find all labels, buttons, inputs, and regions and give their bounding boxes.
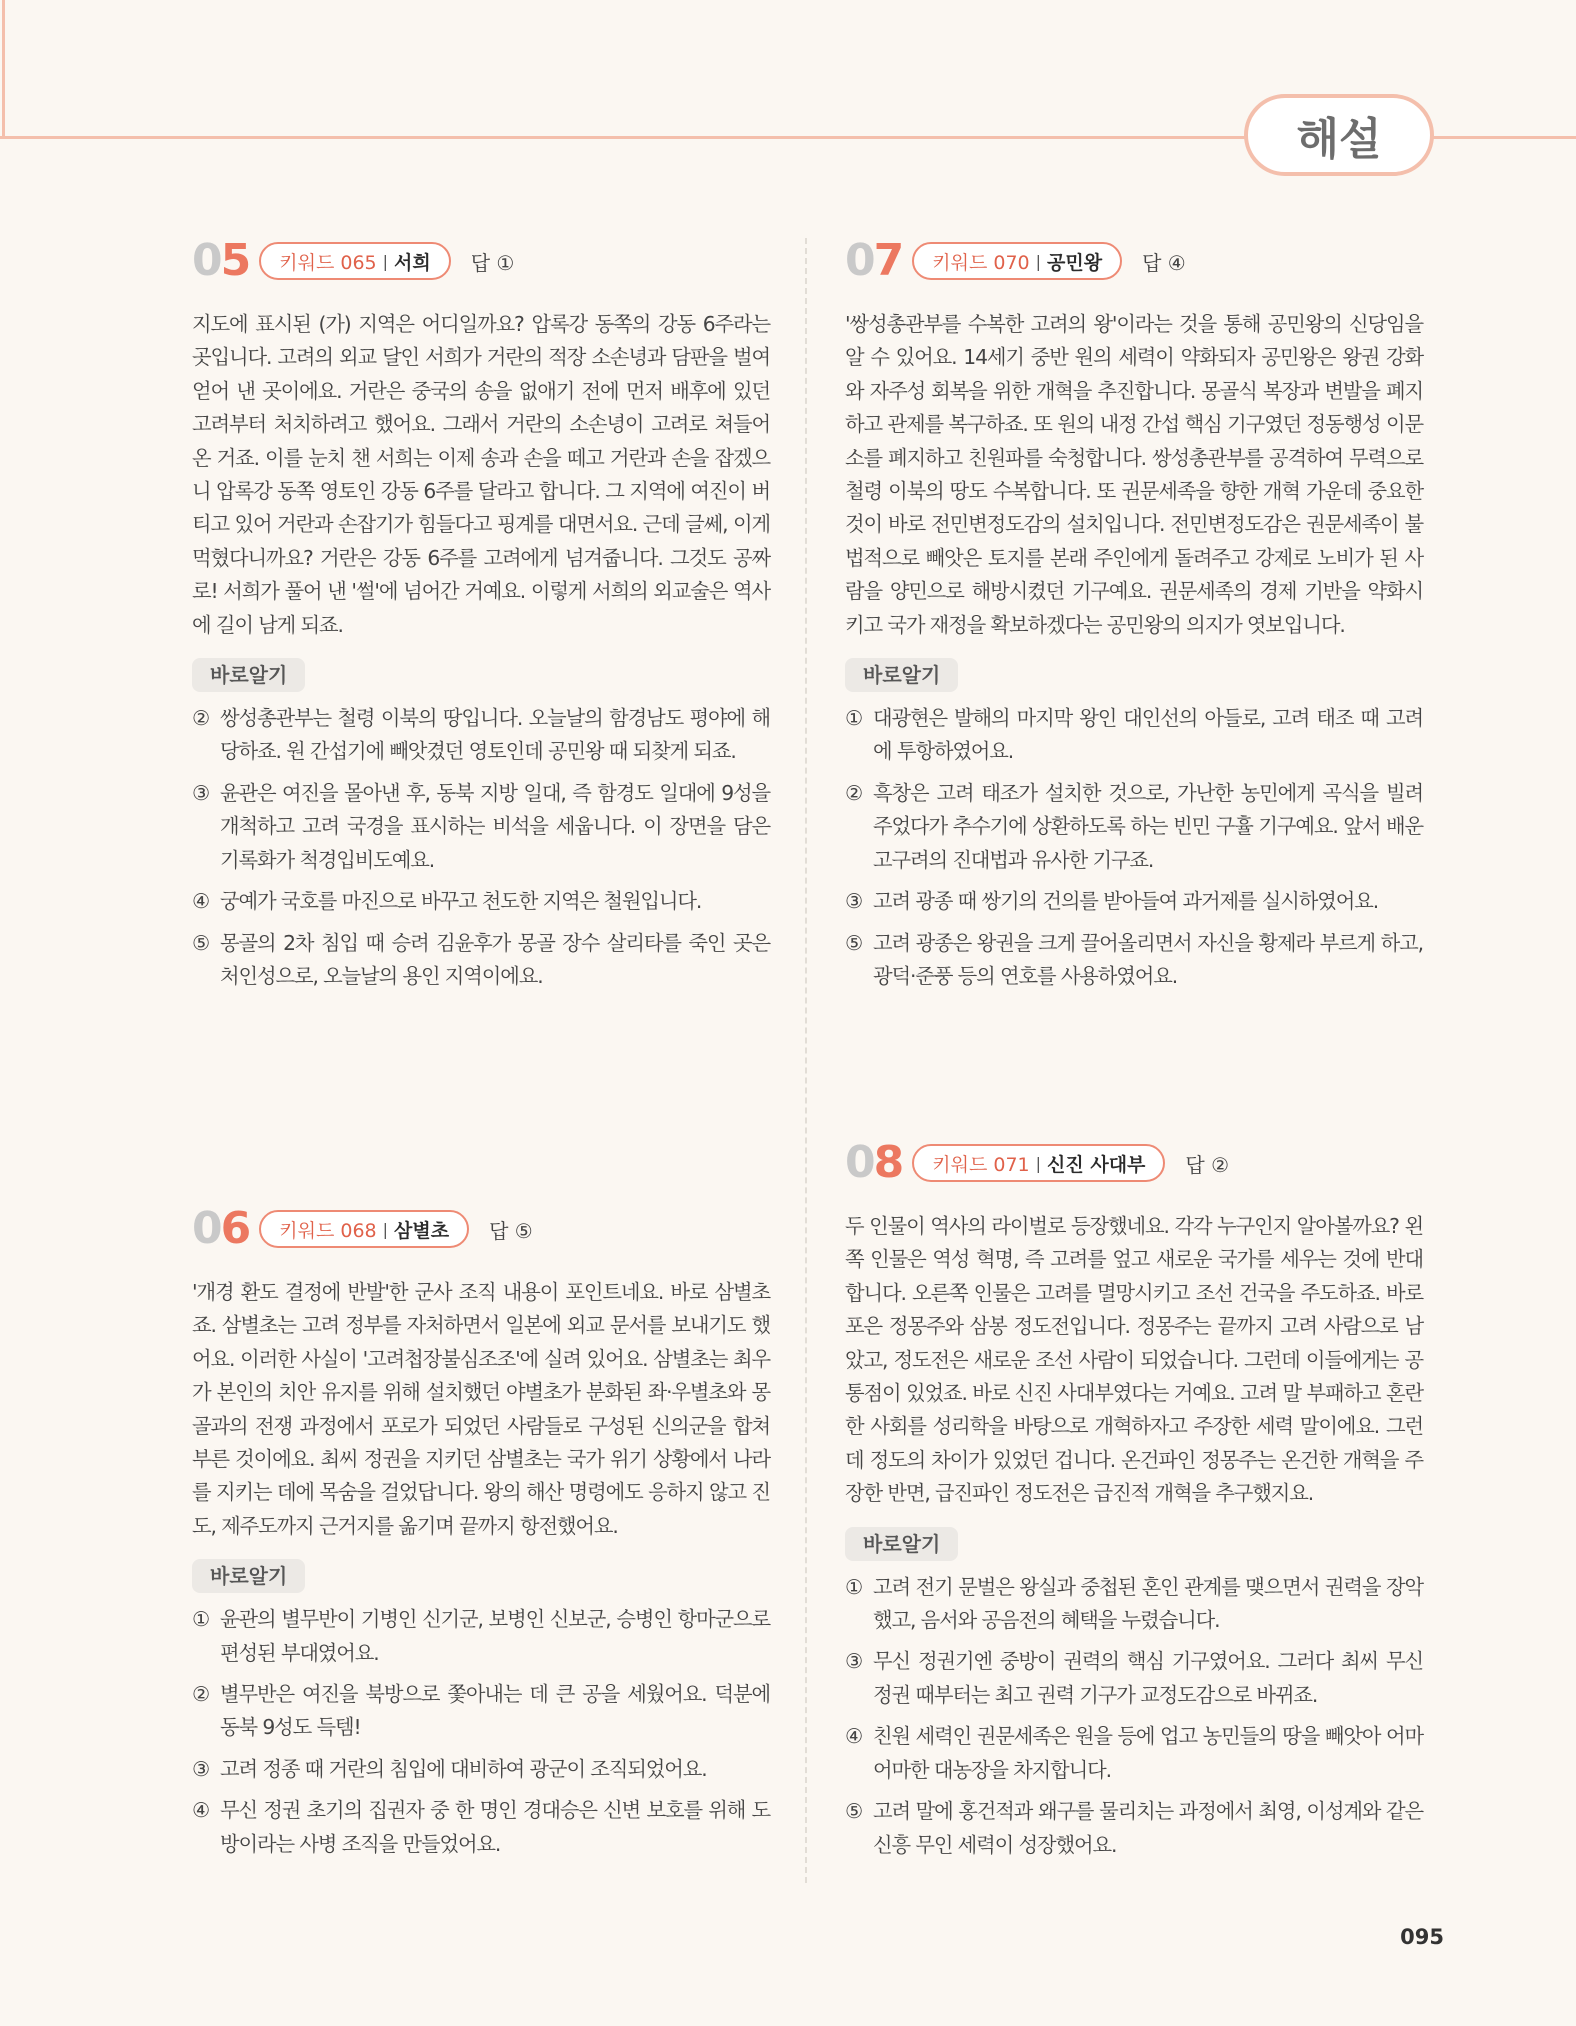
option-item [845, 1720, 1423, 1787]
question-number: 08 [845, 1137, 903, 1188]
explanation-body: 두 인물이 역사의 라이벌로 등장했네요. 각각 누구인지 알아볼까요? 왼쪽 인물은 역성 혁명, 즉 고려를 엎고 새로운 국가를 세우는 것에 반대합니다. 오른쪽 인물은 고려를 멸망시키고 조선 건국을 주도하죠. 바로 포은 정몽주와 삼봉 정도전입니다. 정몽주는 끝까지 고려 사람으로 남았고, 정도전은 새로운 조선 사람이 되었습니다. 그런데 이들에게는 공통점이 있었죠. 바로 신진 사대부였다는 거예요. 고려 말 부패하고 혼란한 사회를 성리학을 바탕으로 개혁하자고 주장한 세력 말이에요. 그런데 정도의 차이가 있었던 겁니다. 온건파인 정몽주는 온건한 개혁을 주장한 반면, 급진파인 정도전은 급진적 개혁을 추구했지요. [845, 1214, 1423, 1506]
keyword-name: 서희 [394, 251, 431, 274]
header-border-right [1433, 136, 1576, 139]
option-mark: ⑤ [845, 1799, 863, 1824]
keyword-name: 삼별초 [394, 1219, 450, 1242]
option-mark: ④ [192, 889, 210, 914]
answer: 답 ⑤ [489, 1218, 533, 1243]
option-mark: ④ [845, 1724, 863, 1749]
option-text: 별무반은 여진을 북방으로 쫓아내는 데 큰 공을 세웠어요. 덕분에 동북 9성도 득템! [220, 1682, 770, 1740]
header-border-left [2, 0, 5, 138]
option-item [192, 1678, 770, 1745]
option-item [192, 777, 770, 877]
option-item [845, 702, 1423, 769]
section-tab [1244, 94, 1434, 176]
section-tab-label: 해설 [1296, 114, 1382, 165]
option-item [192, 885, 770, 918]
option-text: 무신 정권기엔 중방이 권력의 핵심 기구였어요. 그러다 최씨 무신 정권 때부터는 최고 권력 기구가 교정도감으로 바뀌죠. [873, 1649, 1423, 1707]
option-text: 무신 정권 초기의 집권자 중 한 명인 경대승은 신변 보호를 위해 도방이라는 사병 조직을 만들었어요. [220, 1798, 770, 1856]
option-text: 흑창은 고려 태조가 설치한 것으로, 가난한 농민에게 곡식을 빌려 주었다가 추수기에 상환하도록 하는 빈민 구휼 기구예요. 앞서 배운 고구려의 진대법과 유사한 기구죠. [873, 780, 1423, 872]
option-mark: ③ [845, 889, 863, 914]
option-mark: ① [845, 1574, 863, 1599]
question-header [845, 236, 1423, 286]
option-item [192, 1753, 770, 1786]
option-text: 고려 전기 문벌은 왕실과 중첩된 혼인 관계를 맺으면서 권력을 장악했고, 음서와 공음전의 혜택을 누렸습니다. [873, 1574, 1423, 1633]
option-mark: ⑤ [845, 930, 863, 955]
option-text: 친원 세력인 권문세족은 원을 등에 업고 농민들의 땅을 빼앗아 어마어마한 대농장을 차지합니다. [873, 1724, 1423, 1782]
option-text: 고려 말에 홍건적과 왜구를 물리치는 과정에서 최영, 이성계와 같은 신흥 무인 세력이 성장했어요. [873, 1799, 1423, 1857]
option-text: 몽골의 2차 침입 때 승려 김윤후가 몽골 장수 살리타를 죽인 곳은 처인성으로, 오늘날의 용인 지역이에요. [220, 930, 770, 988]
option-text: 고려 정종 때 거란의 침입에 대비하여 광군이 조직되었어요. [220, 1756, 707, 1781]
option-list [192, 702, 770, 993]
option-list [845, 1571, 1423, 1862]
page-number: 095 [1400, 1925, 1444, 1949]
option-mark: ② [192, 706, 210, 731]
option-mark: ② [845, 780, 863, 805]
keyword-name: 신진 사대부 [1047, 1153, 1146, 1176]
explanation-07 [845, 236, 1423, 1001]
option-item [845, 885, 1423, 918]
column-divider [805, 238, 807, 1883]
option-item [845, 1645, 1423, 1712]
question-header [192, 1204, 770, 1254]
answer: 답 ① [470, 250, 515, 275]
keyword-pill: 키워드 068 | 삼별초 [259, 1210, 469, 1248]
option-mark: ③ [192, 1756, 210, 1781]
option-item [192, 702, 770, 769]
keyword-label: 키워드 070 [932, 251, 1030, 274]
option-mark: ③ [192, 780, 210, 805]
option-item [845, 927, 1423, 994]
explanation-body: '개경 환도 결정에 반발'한 군사 조직 내용이 포인트네요. 바로 삼별초죠. 삼별초는 고려 정부를 자처하면서 일본에 외교 문서를 보내기도 했어요. 이러한 사실이 '고려첩장불심조조'에 실려 있어요. 삼별초는 최우가 본인의 치안 유지를 위해 설치했던 야별초가 분화된 좌·우별초와 몽골과의 전쟁 과정에서 포로가 되었던 사람들로 구성된 신의군을 합쳐 부른 것이에요. 최씨 정권을 지키던 삼별초는 국가 위기 상황에서 나라를 지키는 데에 목숨을 걸었답니다. 왕의 해산 명령에도 응하지 않고 진도, 제주도까지 근거지를 옮기며 끝까지 항전했어요. [192, 1280, 770, 1538]
option-item [845, 777, 1423, 877]
explanation-08 [845, 1138, 1423, 1870]
option-mark: ④ [192, 1798, 210, 1823]
correction-badge: 바로알기 [845, 1527, 958, 1561]
option-text: 궁예가 국호를 마진으로 바꾸고 천도한 지역은 철원입니다. [220, 889, 702, 914]
keyword-label: 키워드 071 [932, 1153, 1030, 1176]
option-item [192, 1603, 770, 1670]
keyword-name: 공민왕 [1047, 251, 1103, 274]
correction-badge: 바로알기 [192, 658, 305, 692]
option-item [845, 1795, 1423, 1862]
correction-badge: 바로알기 [845, 658, 958, 692]
option-text: 대광현은 발해의 마지막 왕인 대인선의 아들로, 고려 태조 때 고려에 투항하였어요. [873, 706, 1423, 764]
question-number: 07 [845, 235, 903, 286]
explanation-body: '쌍성총관부를 수복한 고려의 왕'이라는 것을 통해 공민왕의 신당임을 알 수 있어요. 14세기 중반 원의 세력이 약화되자 공민왕은 왕권 강화와 자주성 회복을 위한 개혁을 추진합니다. 몽골식 복장과 변발을 폐지하고 관제를 복구하죠. 또 원의 내정 간섭 핵심 기구였던 정동행성 이문소를 폐지하고 친원파를 숙청합니다. 쌍성총관부를 공격하여 무력으로 철령 이북의 땅도 수복합니다. 또 권문세족을 향한 개혁 가운데 중요한 것이 바로 전민변정도감의 설치입니다. 전민변정도감은 권문세족이 불법적으로 빼앗은 토지를 본래 주인에게 돌려주고 강제로 노비가 된 사람을 양민으로 해방시켰던 기구예요. 권문세족의 경제 기반을 약화시키고 국가 재정을 확보하겠다는 공민왕의 의지가 엿보입니다. [845, 312, 1423, 637]
option-text: 윤관은 여진을 몰아낸 후, 동북 지방 일대, 즉 함경도 일대에 9성을 개척하고 고려 국경을 표시하는 비석을 세웁니다. 이 장면을 담은 기록화가 척경입비도예요. [220, 780, 770, 872]
option-mark: ② [192, 1682, 210, 1707]
option-mark: ① [192, 1607, 210, 1632]
question-header [192, 236, 770, 286]
keyword-label: 키워드 065 [279, 251, 377, 274]
option-text: 고려 광종 때 쌍기의 건의를 받아들여 과거제를 실시하였어요. [873, 889, 1379, 914]
header-border [0, 136, 1255, 139]
option-mark: ③ [845, 1649, 863, 1674]
keyword-label: 키워드 068 [279, 1219, 377, 1242]
question-number: 06 [192, 1203, 250, 1254]
option-item [845, 1571, 1423, 1638]
keyword-pill: 키워드 065 | 서희 [259, 242, 450, 280]
option-list [845, 702, 1423, 993]
question-header [845, 1138, 1423, 1188]
option-item [192, 927, 770, 994]
explanation-05 [192, 236, 770, 1001]
option-text: 고려 광종은 왕권을 크게 끌어올리면서 자신을 황제라 부르게 하고, 광덕·준풍 등의 연호를 사용하였어요. [873, 930, 1423, 988]
answer: 답 ④ [1142, 250, 1186, 275]
keyword-pill: 키워드 071 | 신진 사대부 [912, 1144, 1165, 1182]
explanation-body: 지도에 표시된 (가) 지역은 어디일까요? 압록강 동쪽의 강동 6주라는 곳입니다. 고려의 외교 달인 서희가 거란의 적장 소손녕과 담판을 벌여 얻어 낸 곳이에요. 거란은 중국의 송을 없애기 전에 먼저 배후에 있던 고려부터 처치하려고 했어요. 그래서 거란의 소손녕이 고려로 쳐들어온 거죠. 이를 눈치 챈 서희는 이제 송과 손을 떼고 거란과 손을 잡겠으니 압록강 동쪽 영토인 강동 6주를 달라고 합니다. 그 지역에 여진이 버티고 있어 거란과 손잡기가 힘들다고 핑계를 대면서요. 근데 글쎄, 이게 먹혔다니까요? 거란은 강동 6주를 고려에게 넘겨줍니다. 그것도 공짜로! 서희가 풀어 낸 '썰'에 넘어간 거예요. 이렇게 서희의 외교술은 역사에 길이 남게 되죠. [192, 312, 770, 637]
question-number: 05 [192, 235, 250, 286]
correction-badge: 바로알기 [192, 1559, 305, 1593]
option-mark: ① [845, 706, 863, 731]
option-item [192, 1794, 770, 1861]
keyword-pill: 키워드 070 | 공민왕 [912, 242, 1122, 280]
answer: 답 ② [1185, 1152, 1230, 1177]
option-list [192, 1603, 770, 1861]
option-text: 윤관의 별무반이 기병인 신기군, 보병인 신보군, 승병인 항마군으로 편성된 부대였어요. [220, 1607, 770, 1665]
explanation-06 [192, 1204, 770, 1869]
option-mark: ⑤ [192, 930, 210, 955]
option-text: 쌍성총관부는 철령 이북의 땅입니다. 오늘날의 함경남도 평야에 해당하죠. 원 간섭기에 빼앗겼던 영토인데 공민왕 때 되찾게 되죠. [220, 706, 770, 764]
